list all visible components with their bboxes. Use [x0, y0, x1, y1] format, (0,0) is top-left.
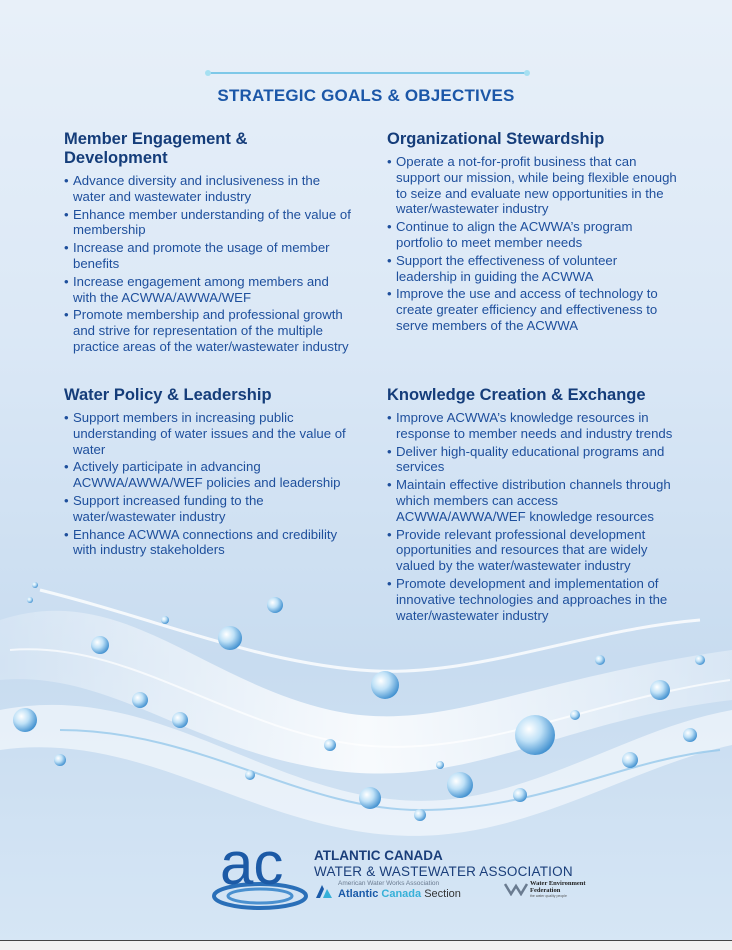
list-item: • Maintain effective distribution channels through which members can access ACWWA/AWWA/WEF knowledge resources	[387, 477, 677, 524]
list-item: • Provide relevant professional development opportunities and resources that are widely valued by the water/wastewater industry	[387, 527, 677, 574]
wef-name: Water Environment Federation	[530, 880, 586, 894]
page-title: STRATEGIC GOALS & OBJECTIVES	[217, 86, 515, 105]
bullet-list	[387, 154, 677, 334]
bullet-list	[64, 410, 354, 558]
list-item: • Increase and promote the usage of member benefits	[64, 240, 354, 272]
list-item: • Actively participate in advancing ACWWA/AWWA/WEF policies and leadership	[64, 459, 354, 491]
logo-line-1: ATLANTIC CANADA	[314, 848, 443, 863]
list-item: • Operate a not-for-profit business that can support our mission, while being flexible enough to seize and evaluate new opportunities in the water/wastewater industry	[387, 154, 677, 217]
awwa-drop-icon	[314, 883, 334, 899]
section-title: Knowledge Creation & Exchange	[387, 386, 646, 404]
list-item: • Enhance ACWWA connections and credibility with industry stakeholders	[64, 527, 354, 559]
list-item: • Support increased funding to the water/wastewater industry	[64, 493, 354, 525]
list-item: • Deliver high-quality educational programs and services	[387, 444, 677, 476]
list-item: • Support members in increasing public understanding of water issues and the value of water	[64, 410, 354, 457]
list-item: • Support the effectiveness of volunteer leadership in guiding the ACWWA	[387, 253, 677, 285]
awwa-section-label: Atlantic Canada Section	[338, 888, 461, 900]
section-title: Member Engagement & Development	[64, 130, 248, 167]
wef-tagline: the water quality people	[530, 894, 567, 898]
list-item: • Continue to align the ACWWA’s program portfolio to meet member needs	[387, 219, 677, 251]
list-item: • Improve the use and access of technology to create greater efficiency and effectiveness to serve members of the ACWWA	[387, 286, 677, 333]
monogram-text: ac	[220, 830, 284, 897]
section-title: Water Policy & Leadership	[64, 386, 272, 404]
section-organizational-stewardship	[387, 130, 677, 336]
list-item: • Improve ACWWA’s knowledge resources in response to member needs and industry trends	[387, 410, 677, 442]
title-divider	[205, 71, 530, 75]
acwwa-logo	[212, 828, 592, 918]
section-title: Organizational Stewardship	[387, 130, 605, 148]
list-item: • Increase engagement among members and with the ACWWA/AWWA/WEF	[64, 274, 354, 306]
wef-wave-icon	[504, 882, 528, 896]
bullet-list	[387, 410, 677, 623]
section-water-policy	[64, 386, 354, 560]
list-item: • Promote development and implementation of innovative technologies and approaches in the water/wastewater industry	[387, 576, 677, 623]
bullet-list	[64, 173, 354, 355]
section-member-engagement	[64, 130, 354, 357]
list-item: • Enhance member understanding of the value of membership	[64, 207, 354, 239]
list-item: • Promote membership and professional growth and strive for representation of the multiple practice areas of the water/wastewater industry	[64, 307, 354, 354]
logo-line-2: WATER & WASTEWATER ASSOCIATION	[314, 864, 573, 879]
awwa-name: American Water Works Association	[338, 880, 440, 887]
section-knowledge-creation	[387, 386, 677, 625]
list-item: • Advance diversity and inclusiveness in the water and wastewater industry	[64, 173, 354, 205]
ac-monogram-icon	[212, 828, 322, 918]
